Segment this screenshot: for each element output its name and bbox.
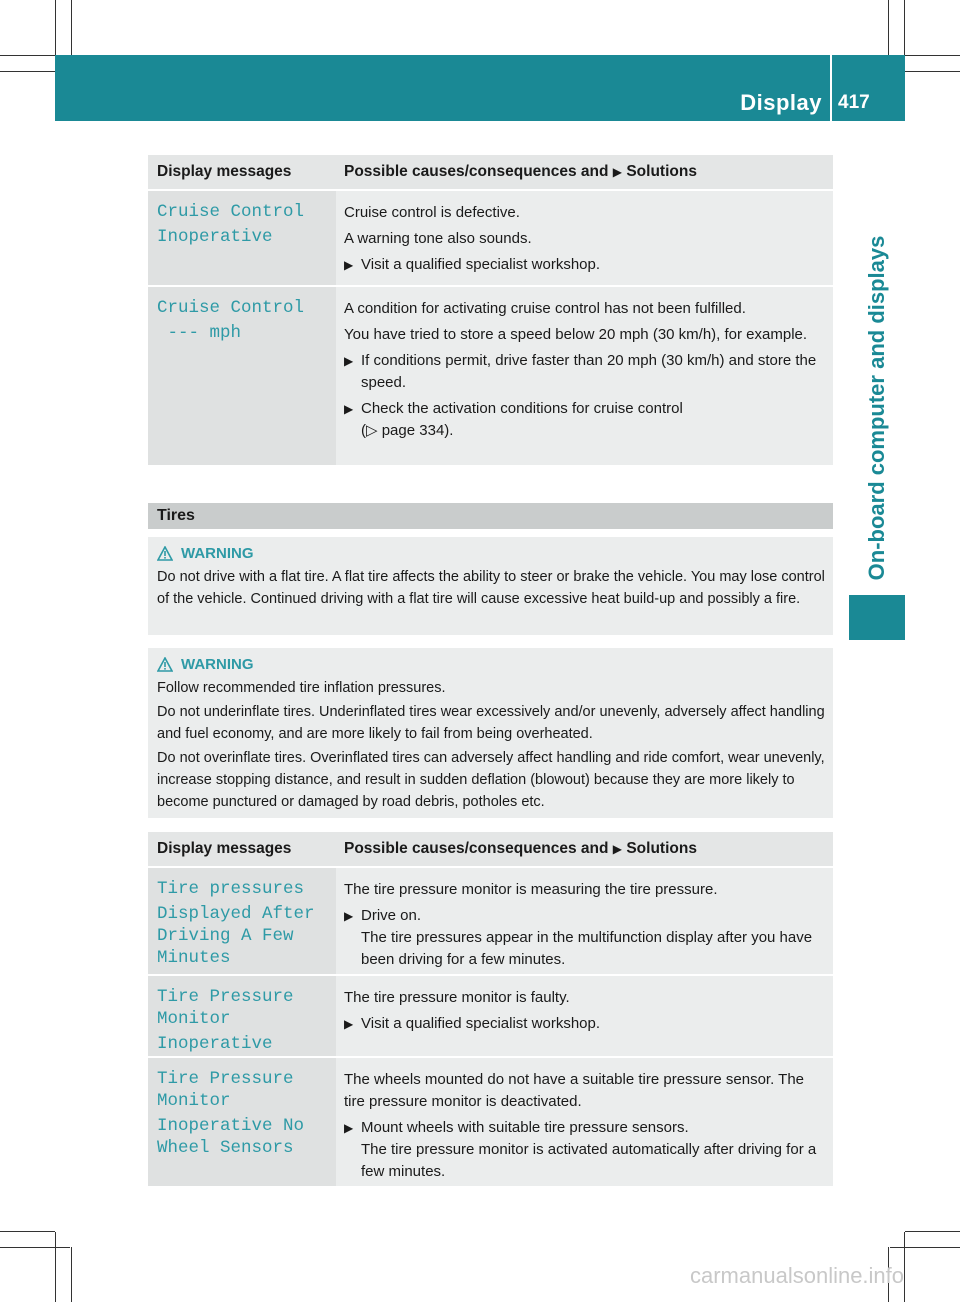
warning-text: Do not underinflate tires. Underinflated tires wear excessively and/or unevenly, adversely affect handling and fuel economy, and are more likely to fail from being overheated. xyxy=(157,704,825,742)
crop-mark xyxy=(905,71,960,72)
display-messages-table-cruise xyxy=(148,155,833,467)
message-line: --- mph xyxy=(157,323,242,343)
solution-step xyxy=(344,254,827,276)
crop-mark xyxy=(0,1231,55,1232)
table-header xyxy=(148,832,833,868)
table-row xyxy=(148,868,833,976)
header-divider xyxy=(830,55,832,121)
message-line: Inoperative No Wheel Sensors xyxy=(157,1116,305,1158)
step-text: Check the activation conditions for cruise control (▷ page 334). xyxy=(361,400,683,439)
solution-step xyxy=(344,905,827,971)
step-arrow-icon: ▶ xyxy=(344,258,354,272)
solution-cell xyxy=(336,191,833,285)
warning-label: WARNING xyxy=(181,656,254,673)
step-text xyxy=(361,905,827,971)
solution-step xyxy=(344,350,827,394)
message-line: Cruise Control xyxy=(157,202,305,222)
display-messages-table-tires xyxy=(148,832,833,1188)
col-header-prefix: Possible causes/consequences and xyxy=(344,163,609,180)
section-header-bar xyxy=(148,503,833,529)
crop-mark xyxy=(71,0,72,55)
watermark: carmanualsonline.info xyxy=(690,1263,905,1288)
chapter-side-label: On-board computer and displays xyxy=(864,235,889,581)
step-detail: The tire pressure monitor is activated automatically after driving for a few minutes. xyxy=(361,1141,817,1180)
message-line: Tire Pressure Monitor xyxy=(157,1069,294,1111)
chapter-tab xyxy=(849,595,905,640)
solution-step xyxy=(344,1117,827,1183)
cause-text: The wheels mounted do not have a suitable tire pressure sensor. The tire pressure monitor is deactivated. xyxy=(344,1071,804,1110)
table-row xyxy=(148,191,833,287)
col-header-suffix: Solutions xyxy=(626,840,697,857)
warning-text: Do not overinflate tires. Overinflated tires can adversely affect handling and ride comfort, wear unevenly, increase stopping distance, and result in sudden deflation (blowout) because they are more likely to become punctured or damaged by road debris, potholes etc. xyxy=(157,750,825,810)
step-arrow-icon: ▶ xyxy=(344,1017,354,1031)
step-arrow-icon: ▶ xyxy=(344,1121,354,1135)
step-text: If conditions permit, drive faster than 20 mph (30 km/h) and store the speed. xyxy=(361,352,817,391)
crop-mark xyxy=(55,1232,56,1302)
step-detail: The tire pressures appear in the multifunction display after you have been driving for a few minutes. xyxy=(361,929,813,968)
cause-text: The tire pressure monitor is measuring the tire pressure. xyxy=(344,881,718,898)
step-text-main: Drive on. xyxy=(361,907,422,924)
step-arrow-icon: ▶ xyxy=(344,909,354,923)
step-arrow-icon: ▶ xyxy=(344,354,354,368)
message-line: Inoperative xyxy=(157,227,273,247)
table-row xyxy=(148,287,833,467)
column-header-messages: Display messages xyxy=(157,163,292,180)
page-header-title: Display messages xyxy=(711,90,822,141)
display-message xyxy=(148,191,336,285)
column-header-messages: Display messages xyxy=(157,840,292,857)
crop-mark xyxy=(904,1232,905,1302)
solution-cell xyxy=(336,868,833,974)
warning-box xyxy=(148,537,833,635)
display-message xyxy=(148,976,336,1056)
column-header-solutions xyxy=(336,840,833,858)
warning-text: Follow recommended tire inflation pressures. xyxy=(157,680,446,696)
cause-text: The tire pressure monitor is faulty. xyxy=(344,989,570,1006)
message-line: Tire Pressure Monitor xyxy=(157,987,294,1029)
display-message xyxy=(148,1058,336,1186)
crop-mark xyxy=(71,1247,72,1302)
solution-step xyxy=(344,398,827,442)
crop-mark xyxy=(905,1231,960,1232)
col-header-suffix: Solutions xyxy=(626,163,697,180)
table-row xyxy=(148,1058,833,1188)
step-text-main: Check the activation conditions for cruise control xyxy=(361,400,683,417)
warning-label: WARNING xyxy=(181,545,254,562)
message-line: Tire pressures xyxy=(157,879,305,899)
crop-mark xyxy=(888,0,889,55)
column-header-solutions xyxy=(336,163,833,181)
step-text-main: Mount wheels with suitable tire pressure sensors. xyxy=(361,1119,689,1136)
warning-header xyxy=(157,656,825,673)
cause-text: A warning tone also sounds. xyxy=(344,230,532,247)
solution-cell xyxy=(336,976,833,1056)
warning-text: Do not drive with a flat tire. A flat tire affects the ability to steer or brake the vehicle. You may lose control of the vehicle. Continued driving with a flat tire will cause excessive heat build-up and possibly a fire. xyxy=(157,569,825,607)
section-title: Tires xyxy=(157,507,195,524)
step-text: Visit a qualified specialist workshop. xyxy=(361,1015,601,1032)
solution-step xyxy=(344,1013,827,1035)
page-number: 417 xyxy=(838,92,870,113)
display-message xyxy=(148,868,336,974)
crop-mark xyxy=(0,1247,70,1248)
page-ref-icon: ▷ xyxy=(366,422,378,439)
step-text: Visit a qualified specialist workshop. xyxy=(361,256,601,273)
arrow-right-icon: ▶ xyxy=(612,165,623,179)
warning-triangle-icon xyxy=(157,546,173,561)
display-message xyxy=(148,287,336,465)
message-line: Cruise Control xyxy=(157,298,305,318)
crop-mark xyxy=(0,71,55,72)
step-arrow-icon: ▶ xyxy=(344,402,354,416)
crop-mark xyxy=(890,1247,960,1248)
cause-text: Cruise control is defective. xyxy=(344,204,520,221)
cause-text: A condition for activating cruise control has not been fulfilled. xyxy=(344,300,746,317)
solution-cell xyxy=(336,287,833,465)
solution-cell xyxy=(336,1058,833,1186)
cause-text: You have tried to store a speed below 20 mph (30 km/h), for example. xyxy=(344,326,808,343)
warning-header xyxy=(157,545,825,562)
message-line: Inoperative xyxy=(157,1034,273,1054)
table-row xyxy=(148,976,833,1058)
table-header xyxy=(148,155,833,191)
step-text xyxy=(361,1117,827,1183)
page-reference[interactable]: page 334). xyxy=(381,422,454,439)
warning-triangle-icon xyxy=(157,657,173,672)
arrow-right-icon: ▶ xyxy=(612,842,623,856)
message-line: Displayed After Driving A Few Minutes xyxy=(157,904,315,968)
col-header-prefix: Possible causes/consequences and xyxy=(344,840,609,857)
warning-box xyxy=(148,648,833,818)
